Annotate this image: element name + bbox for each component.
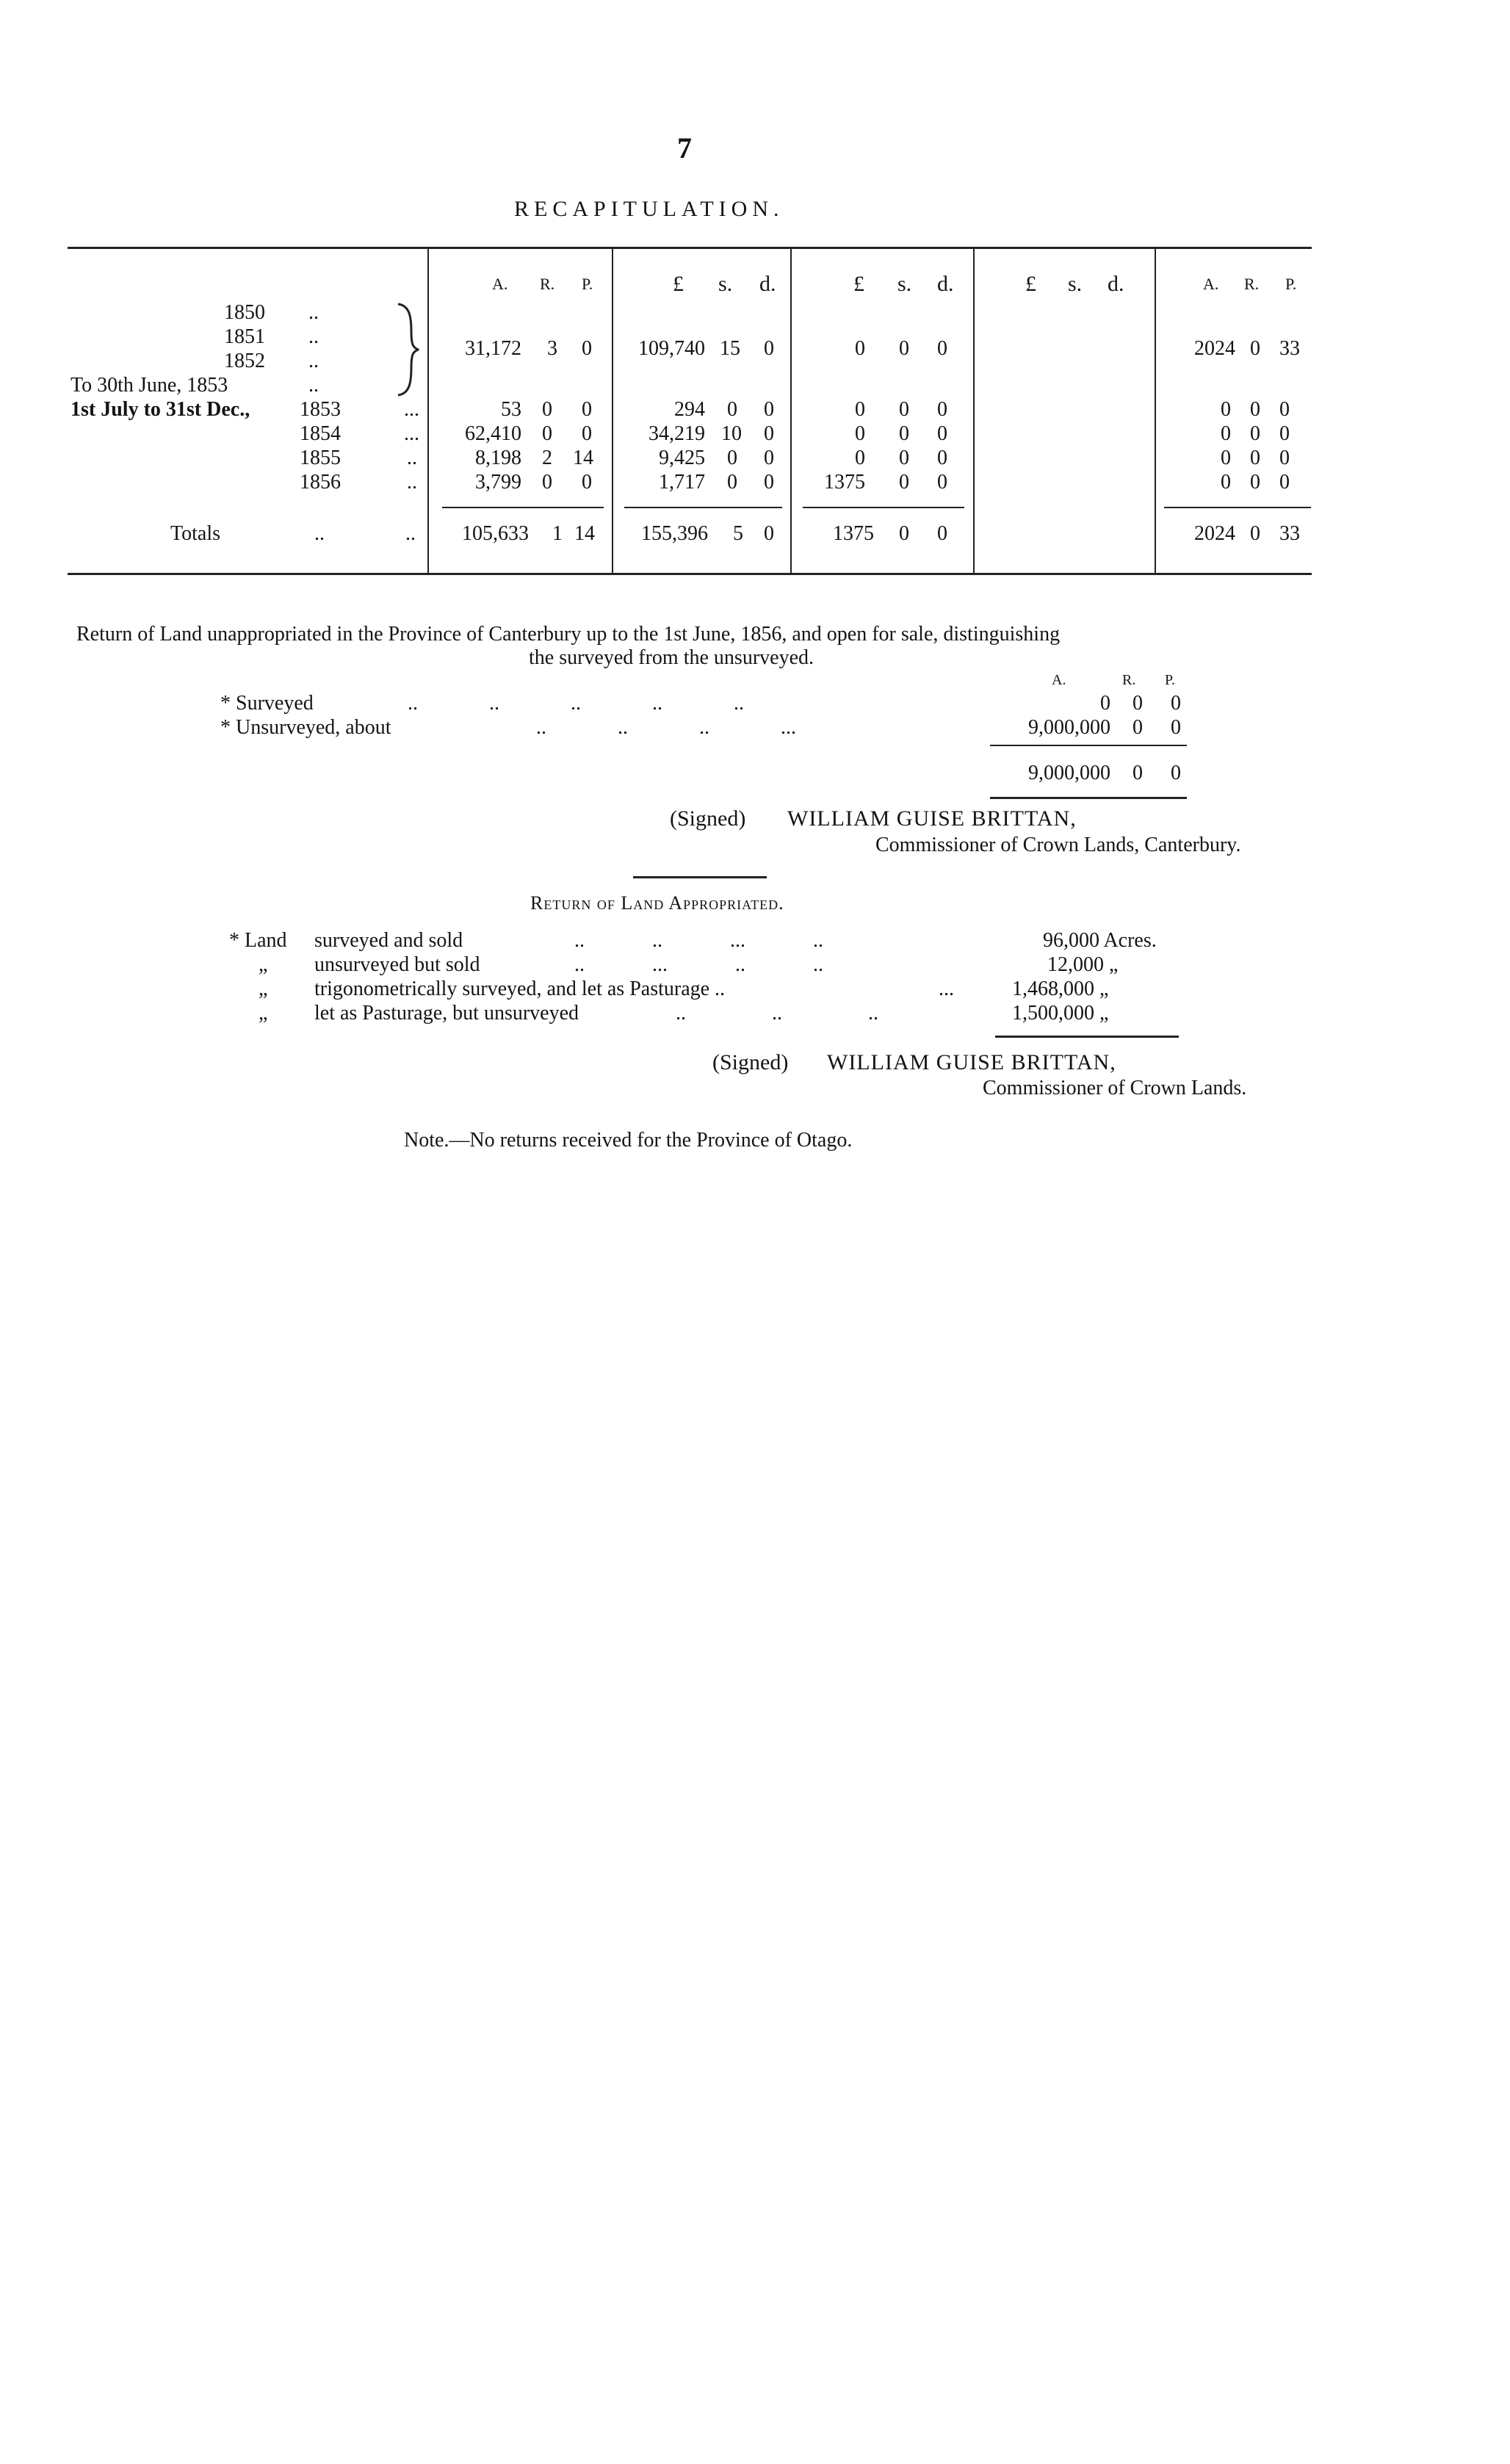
pounds: 1,717 [659,471,705,494]
unsurveyed-roods: 0 [1132,716,1143,739]
year-label: 1854 [300,422,341,445]
pence: 0 [764,422,774,445]
perches: 0 [582,471,592,494]
col-divider [790,247,792,573]
subtotal-rule [442,507,604,508]
hdr-r: R. [540,275,555,293]
perches: 0 [582,398,592,421]
leader-dots: .. ... .. .. [574,953,823,976]
totals-roods2: 0 [1250,522,1260,545]
totals-label: Totals [170,522,221,545]
roods2: 0 [1250,447,1260,469]
row-mark: „ [259,978,268,1000]
pence2: 0 [937,471,947,494]
group-acres: 31,172 [465,337,521,360]
row-mark: „ [259,953,268,976]
pounds: 294 [674,398,705,421]
group-acres2: 2024 [1194,337,1235,360]
perches2: 0 [1279,471,1290,494]
leader-dots: ... [404,398,419,421]
shillings: 0 [727,398,737,421]
hdr-shilling: s. [718,272,733,296]
signer-name: WILLIAM GUISE BRITTAN, [827,1050,1116,1074]
subtotal-rule [1164,507,1311,508]
unappropriated-total-perches: 0 [1171,762,1181,784]
year-label: 1856 [300,471,341,494]
year-label: 1853 [300,398,341,421]
year-label: 1850 [224,301,265,324]
hdr-p: P. [1165,672,1175,688]
total-rule [995,1036,1179,1038]
pounds: 34,219 [649,422,705,445]
group-shillings2: 0 [899,337,909,360]
acres2: 0 [1221,422,1231,445]
perches2: 0 [1279,447,1290,469]
pence: 0 [764,398,774,421]
roods2: 0 [1250,398,1260,421]
signed-label: (Signed) [712,1050,789,1074]
perches2: 0 [1279,422,1290,445]
total-rule [990,797,1187,799]
acres2: 0 [1221,447,1231,469]
col-divider [612,247,613,573]
col-divider [427,247,429,573]
recap-title: RECAPITULATION. [514,197,784,221]
sum-rule [990,745,1187,746]
surveyed-perches: 0 [1171,692,1181,715]
appropriated-label: let as Pasturage, but unsurveyed [314,1002,579,1025]
leader-dots: .. [308,301,319,324]
roods: 0 [542,398,552,421]
section-divider [633,876,767,878]
unappropriated-total-roods: 0 [1132,762,1143,784]
appropriated-value: 12,000 „ [1047,953,1119,976]
surveyed-acres: 0 [1100,692,1110,715]
unappropriated-heading-1: Return of Land unappropriated in the Province of Canterbury up to the 1st June, 1856, and open for sale, distinguishing [76,623,1061,646]
pence2: 0 [937,398,947,421]
group-roods2: 0 [1250,337,1260,360]
shillings: 10 [721,422,742,445]
roods: 0 [542,422,552,445]
group-perches: 0 [582,337,592,360]
shillings2: 0 [899,471,909,494]
appropriated-value: 96,000 Acres. [1043,929,1157,952]
signer-title: Commissioner of Crown Lands, Canterbury. [875,834,1241,856]
row-mark: * Land [229,929,287,952]
perches: 0 [582,422,592,445]
leader-dots: .. [308,350,319,372]
signer-name: WILLIAM GUISE BRITTAN, [787,806,1077,831]
col-divider [973,247,975,573]
pounds2: 0 [855,422,865,445]
group-roods: 3 [547,337,557,360]
period-label: 1st July to 31st Dec., [71,398,250,421]
year-label: 1855 [300,447,341,469]
leader-dots: .. [407,447,417,469]
unsurveyed-perches: 0 [1171,716,1181,739]
leader-dots: .. .. .. [676,1002,878,1025]
leader-dots: .. [314,522,325,545]
leader-dots: .. .. .. ... [536,716,796,739]
unsurveyed-label: * Unsurveyed, about [220,716,391,739]
leader-dots: .. .. .. .. .. [408,692,744,715]
shillings: 0 [727,471,737,494]
year-label: 1851 [224,325,265,348]
acres: 3,799 [475,471,521,494]
acres: 62,410 [465,422,521,445]
year-label: 1852 [224,350,265,372]
table-bottom-rule [68,573,1312,575]
appropriated-label: trigonometrically surveyed, and let as Pasturage .. [314,978,726,1000]
pence2: 0 [937,447,947,469]
table-top-rule [68,247,1312,249]
group-pounds2: 0 [855,337,865,360]
hdr-a: A. [1203,275,1219,293]
totals-perches: 14 [574,522,595,545]
acres2: 0 [1221,398,1231,421]
totals-pence: 0 [764,522,774,545]
pounds2: 1375 [824,471,865,494]
appropriated-heading: Return of Land Appropriated. [530,892,784,914]
hdr-shilling: s. [897,272,912,296]
hdr-p: P. [582,275,593,293]
hdr-pence: d. [759,272,776,296]
hdr-a: A. [1052,672,1066,688]
brace-icon [395,303,420,397]
period-label: To 30th June, 1853 [71,374,228,397]
shillings2: 0 [899,447,909,469]
surveyed-label: * Surveyed [220,692,314,715]
pence: 0 [764,447,774,469]
hdr-p: P. [1285,275,1297,293]
subtotal-rule [624,507,782,508]
appropriated-value: 1,500,000 „ [1012,1002,1109,1025]
appropriated-label: surveyed and sold [314,929,463,952]
pounds2: 0 [855,447,865,469]
surveyed-roods: 0 [1132,692,1143,715]
perches2: 0 [1279,398,1290,421]
pence: 0 [764,471,774,494]
totals-roods: 1 [552,522,563,545]
group-pounds: 109,740 [638,337,705,360]
appropriated-value: 1,468,000 „ [1012,978,1109,1000]
hdr-r: R. [1122,672,1136,688]
shillings2: 0 [899,422,909,445]
acres: 8,198 [475,447,521,469]
leader-dots: .. [407,471,417,494]
acres: 53 [501,398,521,421]
acres2: 0 [1221,471,1231,494]
leader-dots: .. .. ... .. [574,929,823,952]
totals-pounds2: 1375 [833,522,874,545]
unappropriated-heading-2: the surveyed from the unsurveyed. [529,646,814,669]
totals-acres: 105,633 [462,522,529,545]
shillings2: 0 [899,398,909,421]
leader-dots: ... [939,978,954,1000]
leader-dots: .. [308,325,319,348]
totals-perches2: 33 [1279,522,1300,545]
totals-shillings2: 0 [899,522,909,545]
perches: 14 [573,447,593,469]
hdr-a: A. [492,275,508,293]
hdr-pound: £ [853,272,864,296]
group-shillings: 15 [720,337,740,360]
hdr-pence: d. [1108,272,1124,296]
hdr-shilling: s. [1068,272,1083,296]
signed-label: (Signed) [670,806,746,831]
totals-pounds: 155,396 [641,522,708,545]
group-perches2: 33 [1279,337,1300,360]
row-mark: „ [259,1002,268,1025]
leader-dots: ... [404,422,419,445]
hdr-r: R. [1244,275,1260,293]
hdr-pound: £ [673,272,684,296]
shillings: 0 [727,447,737,469]
pounds2: 0 [855,398,865,421]
totals-pence2: 0 [937,522,947,545]
signer-title: Commissioner of Crown Lands. [983,1077,1247,1099]
pence2: 0 [937,422,947,445]
roods2: 0 [1250,471,1260,494]
roods: 2 [542,447,552,469]
unsurveyed-acres: 9,000,000 [1028,716,1110,739]
unappropriated-total-acres: 9,000,000 [1028,762,1110,784]
totals-shillings: 5 [733,522,743,545]
note: Note.—No returns received for the Province of Otago. [404,1129,853,1152]
hdr-pound: £ [1025,272,1036,296]
hdr-pence: d. [937,272,954,296]
leader-dots: .. [308,374,319,397]
group-pence: 0 [764,337,774,360]
roods2: 0 [1250,422,1260,445]
appropriated-label: unsurveyed but sold [314,953,480,976]
totals-acres2: 2024 [1194,522,1235,545]
pounds: 9,425 [659,447,705,469]
page-number: 7 [677,131,692,165]
col-divider [1155,247,1156,573]
roods: 0 [542,471,552,494]
subtotal-rule [803,507,964,508]
group-pence2: 0 [937,337,947,360]
leader-dots: .. [405,522,416,545]
